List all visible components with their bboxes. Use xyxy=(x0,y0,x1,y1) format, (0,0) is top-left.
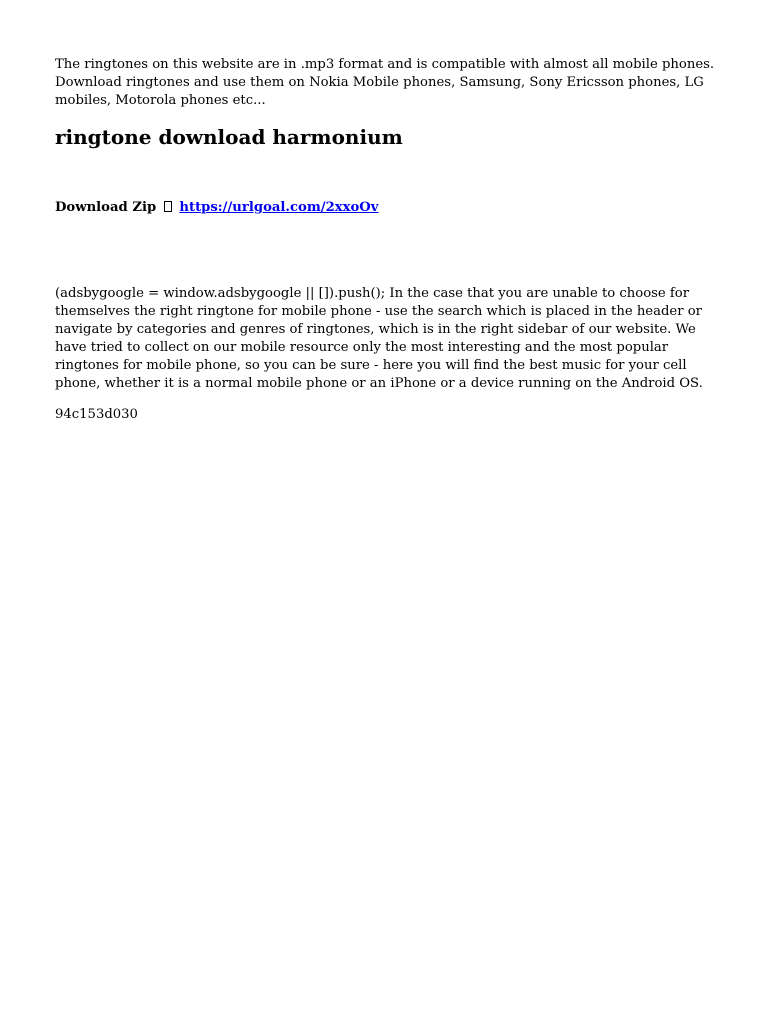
code-text: 94c153d030 xyxy=(55,407,138,422)
page-title: ringtone download harmonium xyxy=(55,125,403,149)
download-link[interactable]: https://urlgoal.com/2xxoOv xyxy=(179,200,379,215)
download-label: Download Zip xyxy=(55,200,157,215)
missing-glyph-icon xyxy=(164,201,172,212)
download-line xyxy=(55,199,378,217)
intro-paragraph: The ringtones on this website are in .mp3 format and is compatible with almost all mobile phones. Download ringtones and use them on Nokia Mobile phones, Samsung, Sony Ericsson phones, LG mobiles, Motorola phones etc... xyxy=(55,57,715,108)
body-paragraph: (adsbygoogle = window.adsbygoogle || []).push(); In the case that you are unable to choose for themselves the right ringtone for mobile phone - use the search which is placed in the header or navigate by categories and genres of ringtones, which is in the right sidebar of our website. We have tried to collect on our mobile resource only the most interesting and the most popular ringtones for mobile phone, so you can be sure - here you will find the best music for your cell phone, whether it is a normal mobile phone or an iPhone or a device running on the Android OS. xyxy=(55,286,703,391)
